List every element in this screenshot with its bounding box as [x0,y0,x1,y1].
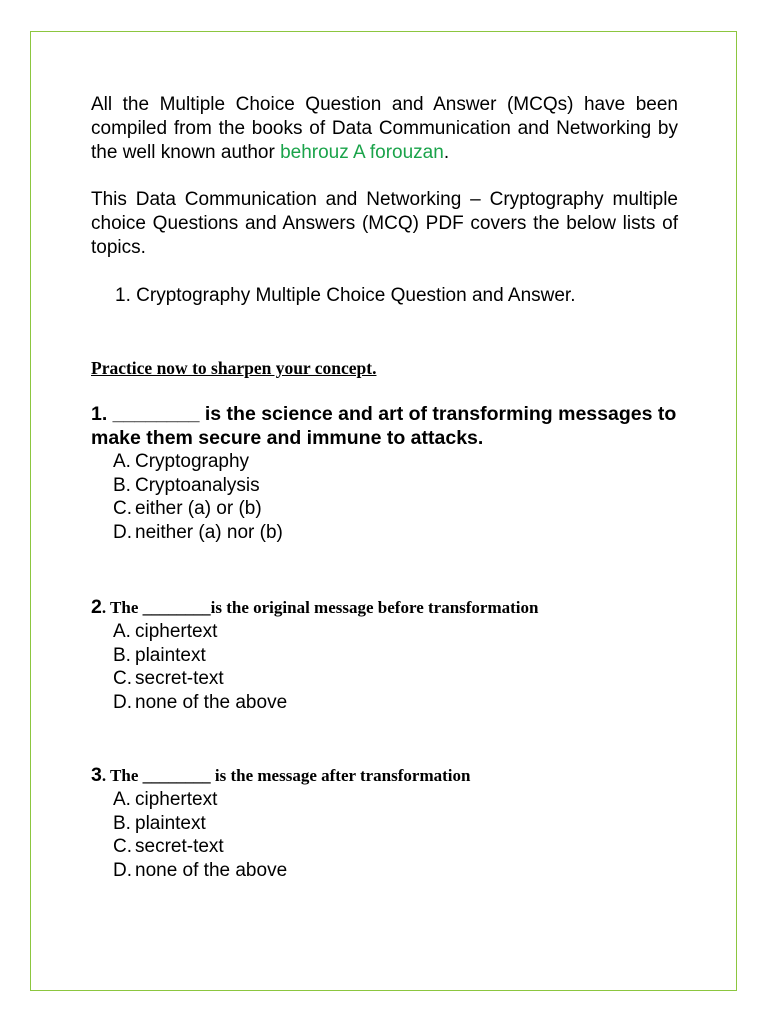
option-letter: D. [113,522,132,544]
option-c [113,835,287,859]
option-letter: C. [113,836,132,858]
topic-number: 1. [115,285,131,306]
question-number: 3 [91,764,102,786]
practice-heading: Practice now to sharpen your concept. [91,358,377,378]
option-letter: D. [113,692,132,714]
option-b [113,644,287,668]
option-letter: B. [113,812,131,834]
option-d [113,691,287,715]
question-3-options [113,788,287,883]
question-2 [91,596,538,619]
question-2-options [113,620,287,715]
option-text: either (a) or (b) [135,498,262,520]
option-b [113,812,287,836]
option-a [113,450,283,474]
option-a [113,620,287,644]
option-text: none of the above [135,692,288,714]
question-1-options [113,450,283,545]
topic-list-item [115,284,576,308]
option-c [113,497,283,521]
question-3 [91,764,470,787]
question-text: . The ________ is the message after transformation [101,766,471,785]
option-text: secret-text [135,836,224,858]
option-text: plaintext [135,644,206,666]
intro-period: . [443,142,450,163]
option-d [113,521,283,545]
question-1 [91,402,681,450]
topic-label: Cryptography Multiple Choice Question and Answer. [136,285,576,306]
option-text: Cryptoanalysis [135,474,260,496]
option-b [113,474,283,498]
option-letter: D. [113,860,132,882]
option-a [113,788,287,812]
option-text: Cryptography [135,451,250,472]
option-text: plaintext [135,812,206,834]
question-text: ________ is the science and art of transforming messages to make them secure and immune to attacks. [91,403,677,449]
question-text: . The ________is the original message before transformation [101,598,539,617]
option-letter: B. [113,474,131,496]
option-letter: B. [113,644,131,666]
question-number: 1. [91,403,108,425]
option-c [113,667,287,691]
topics-intro-paragraph: This Data Communication and Networking – Cryptography multiple choice Questions and Answers (MCQ) PDF covers the below lists of topics. [91,189,678,258]
option-text: neither (a) nor (b) [135,522,283,544]
option-letter: C. [113,668,132,690]
option-text: none of the above [135,860,288,882]
option-text: ciphertext [135,789,218,810]
intro-text: All the Multiple Choice Question and Answer (MCQs) have been compiled from the books of Data Communication and Networking by the well known author [91,94,678,163]
author-name: behrouz A forouzan [280,142,444,163]
option-text: secret-text [135,668,224,690]
intro-paragraph [91,93,678,165]
question-number: 2 [91,596,102,618]
option-d [113,859,287,883]
option-letter: A. [113,621,131,642]
option-text: ciphertext [135,621,218,642]
option-letter: A. [113,451,131,472]
option-letter: A. [113,789,131,810]
option-letter: C. [113,498,132,520]
